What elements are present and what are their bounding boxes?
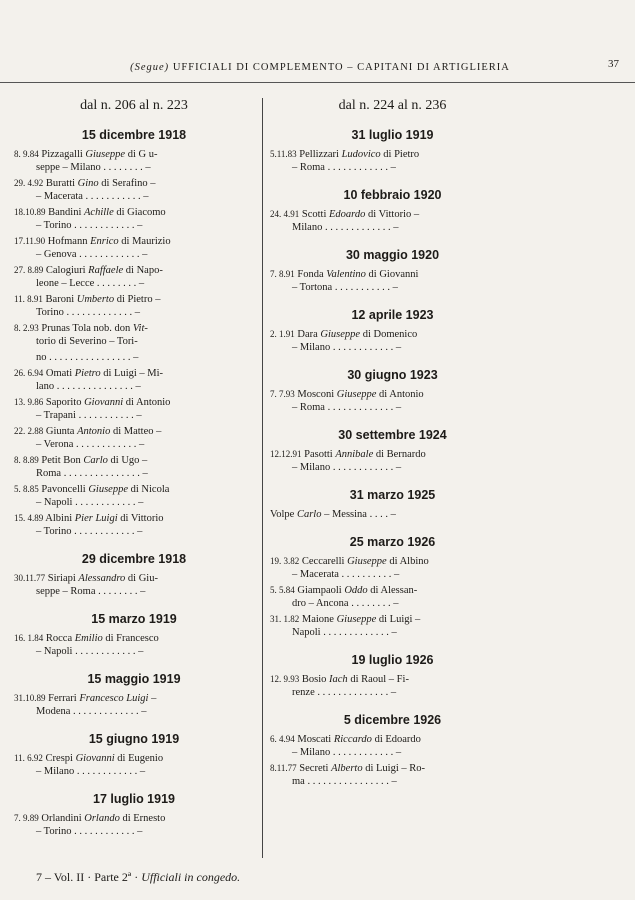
- entry-line-2: no . . . . . . . . . . . . . . . . –: [36, 352, 139, 363]
- entry-line-1: [14, 148, 254, 161]
- entry-given-name: Carlo: [83, 455, 108, 466]
- entry-surname: Pavoncelli: [41, 484, 86, 495]
- entry-code: 8. 8.89: [14, 455, 39, 465]
- officer-entry: [14, 396, 254, 422]
- entry-rest: di Giovanni: [368, 269, 419, 280]
- officer-entry: [14, 692, 254, 718]
- entry-given-name: Alberto: [331, 763, 363, 774]
- entry-line-2: – Torino . . . . . . . . . . . . –: [36, 526, 143, 537]
- date-heading: 30 giugno 1923: [347, 368, 438, 382]
- officer-entry: [270, 555, 515, 581]
- date-heading: 12 aprile 1923: [351, 308, 434, 322]
- entry-line-1: [14, 632, 254, 645]
- entry-surname: Fonda: [297, 269, 324, 280]
- entry-code: 5. 8.85: [14, 484, 39, 494]
- entry-surname: Ferrari: [48, 693, 77, 704]
- officer-entry: [14, 322, 254, 348]
- entry-line-1: [14, 752, 254, 765]
- column-divider: [262, 98, 263, 858]
- officer-entry: [14, 425, 254, 451]
- entry-given-name: Oddo: [344, 585, 368, 596]
- officer-entry: [14, 632, 254, 658]
- entry-given-name: Alessandro: [78, 573, 126, 584]
- entry-rest: –: [151, 693, 157, 704]
- officer-entry: [14, 235, 254, 261]
- date-heading: 19 luglio 1926: [351, 653, 434, 667]
- entry-line-1: [14, 264, 254, 277]
- officer-entry: [14, 293, 254, 319]
- entry-given-name: Pier Luigi: [74, 513, 118, 524]
- entry-rest: di Giacomo: [116, 207, 166, 218]
- entry-rest: di Edoardo: [374, 734, 421, 745]
- entry-line-2: – Napoli . . . . . . . . . . . . –: [36, 646, 144, 657]
- officer-entry: [14, 264, 254, 290]
- entry-given-name: Edoardo: [329, 209, 366, 220]
- entry-given-name: Vit-: [132, 323, 148, 334]
- date-heading: 25 marzo 1926: [349, 535, 436, 549]
- entry-line-1: [14, 367, 254, 380]
- entry-surname: Buratti: [45, 178, 76, 189]
- entry-line-1: [14, 425, 254, 438]
- entry-rest: di Albino: [389, 556, 429, 567]
- entry-line-2: – Macerata . . . . . . . . . . –: [292, 569, 400, 580]
- entry-surname: Siriapi: [47, 573, 76, 584]
- entry-code: 26. 6.94: [14, 368, 44, 378]
- officer-entry: [14, 351, 254, 364]
- entry-line-1: [270, 208, 515, 221]
- entry-line-2: ma . . . . . . . . . . . . . . . . –: [292, 776, 397, 787]
- entry-surname: Calogiuri: [45, 265, 86, 276]
- entry-line-2: leone – Lecce . . . . . . . . –: [36, 278, 145, 289]
- entry-rest: di Ugo –: [110, 455, 148, 466]
- entry-code: 8. 9.84: [14, 149, 39, 159]
- entry-given-name: Achille: [84, 207, 114, 218]
- left-groups: [14, 128, 254, 838]
- entry-given-name: Antonio: [77, 426, 111, 437]
- entry-surname: Mosconi: [297, 389, 335, 400]
- entry-given-name: Carlo: [296, 509, 322, 520]
- entry-rest: di Raoul – Fi-: [350, 674, 409, 685]
- entry-line-2: – Napoli . . . . . . . . . . . . –: [36, 497, 144, 508]
- officer-entry: [14, 572, 254, 598]
- right-column: [270, 98, 515, 791]
- right-groups: [270, 128, 515, 788]
- officer-entry: [14, 367, 254, 393]
- entry-line-2: – Trapani . . . . . . . . . . . –: [36, 410, 142, 421]
- entry-surname: Giampaoli: [297, 585, 342, 596]
- entry-given-name: Ludovico: [341, 149, 381, 160]
- entry-line-2: – Milano . . . . . . . . . . . . –: [292, 747, 402, 758]
- entry-rest: di Napo-: [125, 265, 163, 276]
- entry-code: 19. 3.82: [270, 556, 300, 566]
- entry-line-2: – Genova . . . . . . . . . . . . –: [36, 249, 148, 260]
- entry-rest: di Domenico: [362, 329, 418, 340]
- date-heading: 31 marzo 1925: [349, 488, 436, 502]
- entry-code: 30.11.77: [14, 573, 46, 583]
- entry-code: 31.10.89: [14, 693, 46, 703]
- date-heading: 15 giugno 1919: [88, 732, 180, 746]
- entry-line-1: [270, 733, 515, 746]
- entry-line-2: – Verona . . . . . . . . . . . . –: [36, 439, 145, 450]
- entry-line-1: [270, 448, 515, 461]
- entry-surname: Scotti: [301, 209, 327, 220]
- entry-line-2: – Torino . . . . . . . . . . . . –: [36, 826, 143, 837]
- entry-given-name: Francesco Luigi: [79, 693, 149, 704]
- entry-surname: Omati: [45, 368, 73, 379]
- entry-line-2: – Macerata . . . . . . . . . . . –: [36, 191, 149, 202]
- entry-surname: Prunas Tola nob. don: [41, 323, 131, 334]
- entry-line-1: [14, 483, 254, 496]
- entry-given-name: Giuseppe: [320, 329, 361, 340]
- entry-rest: di Pietro –: [116, 294, 161, 305]
- entry-surname: Pellizzari: [299, 149, 339, 160]
- entry-code: 13. 9.86: [14, 397, 44, 407]
- entry-given-name: Giuseppe: [85, 149, 126, 160]
- entry-surname: Secreti: [299, 763, 329, 774]
- entry-code: 2. 1.91: [270, 329, 295, 339]
- entry-rest: di Eugenio: [117, 753, 164, 764]
- entry-line-2: seppe – Milano . . . . . . . . –: [36, 162, 151, 173]
- entry-surname: Crespi: [45, 753, 73, 764]
- entry-line-1: [14, 322, 254, 335]
- entry-line-2: – Milano . . . . . . . . . . . . –: [36, 766, 146, 777]
- entry-line-1: [270, 328, 515, 341]
- officer-entry: [14, 454, 254, 480]
- entry-rest: di Matteo –: [112, 426, 162, 437]
- header-rule: [0, 82, 635, 83]
- date-heading: 15 maggio 1919: [87, 672, 181, 686]
- entry-line-1: [14, 812, 254, 825]
- officer-entry: [270, 148, 515, 174]
- entry-line-1: [14, 512, 254, 525]
- officer-entry: [14, 148, 254, 174]
- entry-line-2: seppe – Roma . . . . . . . . –: [36, 586, 146, 597]
- entry-surname: Petit Bon: [41, 455, 81, 466]
- entry-code: 8. 2.93: [14, 323, 39, 333]
- entry-line-2: Roma . . . . . . . . . . . . . . . –: [36, 468, 148, 479]
- officer-entry: [270, 613, 515, 639]
- officer-entry: [270, 733, 515, 759]
- entry-surname: Albini: [45, 513, 73, 524]
- footer-text: 7 – Vol. II · Parte 2ª ·: [36, 870, 139, 884]
- left-range: dal n. 206 al n. 223: [80, 98, 188, 113]
- officer-entry: [270, 388, 515, 414]
- left-column: [14, 98, 254, 841]
- entry-code: 27. 8.89: [14, 265, 44, 275]
- entry-line-1: [270, 555, 515, 568]
- entry-line-2: renze . . . . . . . . . . . . . . –: [292, 687, 397, 698]
- entry-given-name: Gino: [77, 178, 99, 189]
- entry-line-2: Napoli . . . . . . . . . . . . . –: [292, 627, 397, 638]
- entry-surname: Giunta: [45, 426, 75, 437]
- date-heading: 15 dicembre 1918: [81, 128, 187, 142]
- entry-line-2: – Milano . . . . . . . . . . . . –: [292, 462, 402, 473]
- entry-given-name: Pietro: [74, 368, 101, 379]
- entry-given-name: Riccardo: [333, 734, 372, 745]
- entry-given-name: Giuseppe: [336, 614, 377, 625]
- page-number: 37: [608, 58, 619, 70]
- officer-entry: [14, 752, 254, 778]
- entry-rest: – Messina . . . . –: [324, 509, 396, 520]
- entry-rest: di Maurizio: [121, 236, 171, 247]
- date-heading: 31 luglio 1919: [351, 128, 434, 142]
- entry-surname: Orlandini: [41, 813, 82, 824]
- date-heading: 29 dicembre 1918: [81, 552, 187, 566]
- header-title: UFFICIALI DI COMPLEMENTO – CAPITANI DI ARTIGLIERIA: [172, 62, 510, 73]
- entry-rest: di Nicola: [130, 484, 170, 495]
- entry-surname: Bandini: [48, 207, 82, 218]
- entry-surname: Pasotti: [304, 449, 333, 460]
- entry-rest: di Alessan-: [370, 585, 418, 596]
- entry-line-1: [270, 268, 515, 281]
- entry-line-1: [14, 396, 254, 409]
- entry-given-name: Umberto: [76, 294, 115, 305]
- officer-entry: [14, 812, 254, 838]
- page-header: [60, 62, 580, 73]
- entry-code: 31. 1.82: [270, 614, 300, 624]
- entry-rest: di Antonio: [379, 389, 424, 400]
- entry-surname: Hofmann: [47, 236, 88, 247]
- entry-given-name: Enrico: [90, 236, 119, 247]
- entry-surname: Volpe: [270, 509, 295, 520]
- entry-line-1: [270, 613, 515, 626]
- entry-surname: Saporito: [45, 397, 82, 408]
- entry-surname: Pizzagalli: [41, 149, 83, 160]
- entry-line-1: [14, 177, 254, 190]
- entry-line-2: – Milano . . . . . . . . . . . . –: [292, 342, 402, 353]
- date-heading: 30 maggio 1920: [345, 248, 440, 262]
- officer-entry: [270, 584, 515, 610]
- entry-code: 12. 9.93: [270, 674, 300, 684]
- entry-line-1: [270, 673, 515, 686]
- entry-code: 6. 4.94: [270, 734, 295, 744]
- entry-given-name: Annibale: [335, 449, 374, 460]
- entry-rest: di Luigi –: [378, 614, 421, 625]
- entry-line-1: [14, 572, 254, 585]
- officer-entry: [14, 206, 254, 232]
- officer-entry: [270, 673, 515, 699]
- entry-line-2: Torino . . . . . . . . . . . . . –: [36, 307, 140, 318]
- entry-line-2: – Roma . . . . . . . . . . . . . –: [292, 402, 402, 413]
- entry-line-1: [14, 206, 254, 219]
- entry-rest: di Bernardo: [375, 449, 426, 460]
- officer-entry: [270, 508, 515, 521]
- entry-code: 11. 6.92: [14, 753, 43, 763]
- entry-given-name: Giuseppe: [336, 389, 377, 400]
- date-heading: 30 settembre 1924: [338, 428, 447, 442]
- entry-rest: di G u-: [127, 149, 158, 160]
- right-range: dal n. 224 al n. 236: [338, 98, 447, 113]
- entry-rest: di Vittorio –: [368, 209, 420, 220]
- entry-surname: Bosio: [301, 674, 327, 685]
- entry-given-name: Giuseppe: [347, 556, 387, 567]
- entry-surname: Rocca: [45, 633, 73, 644]
- header-segue: (Segue): [130, 62, 170, 73]
- entry-line-1: [14, 293, 254, 306]
- entry-code: 5.11.83: [270, 149, 297, 159]
- entry-given-name: Orlando: [84, 813, 120, 824]
- entry-line-1: [14, 235, 254, 248]
- entry-line-1: [270, 508, 515, 521]
- entry-code: 15. 4.89: [14, 513, 44, 523]
- date-heading: 5 dicembre 1926: [343, 713, 442, 727]
- entry-given-name: Raffaele: [88, 265, 124, 276]
- entry-surname: Maione: [301, 614, 334, 625]
- entry-code: 18.10.89: [14, 207, 46, 217]
- entry-rest: di Antonio: [125, 397, 171, 408]
- entry-line-2: Milano . . . . . . . . . . . . . –: [292, 222, 399, 233]
- entry-surname: Ceccarelli: [301, 556, 345, 567]
- entry-code: 7. 8.91: [270, 269, 295, 279]
- entry-rest: di Serafino –: [101, 178, 156, 189]
- entry-code: 8.11.77: [270, 763, 297, 773]
- entry-given-name: Giovanni: [75, 753, 115, 764]
- entry-rest: di Luigi – Ro-: [365, 763, 425, 774]
- entry-surname: Dara: [297, 329, 318, 340]
- entry-line-1: [14, 692, 254, 705]
- entry-code: 7. 7.93: [270, 389, 295, 399]
- officer-entry: [14, 512, 254, 538]
- entry-rest: di Giu-: [127, 573, 158, 584]
- entry-line-2: – Torino . . . . . . . . . . . . –: [36, 220, 143, 231]
- footer-italic: Ufficiali in congedo.: [141, 870, 241, 884]
- entry-code: 7. 9.89: [14, 813, 39, 823]
- entry-code: 12.12.91: [270, 449, 302, 459]
- entry-given-name: Valentino: [326, 269, 366, 280]
- entry-line-2: – Tortona . . . . . . . . . . . –: [292, 282, 398, 293]
- officer-entry: [270, 268, 515, 294]
- officer-entry: [270, 328, 515, 354]
- entry-line-1: [270, 388, 515, 401]
- entry-rest: di Vittorio: [120, 513, 164, 524]
- entry-line-1: [270, 584, 515, 597]
- entry-surname: Moscati: [297, 734, 332, 745]
- entry-rest: di Pietro: [383, 149, 420, 160]
- entry-rest: di Ernesto: [122, 813, 166, 824]
- entry-line-1: [270, 148, 515, 161]
- entry-code: 5. 5.84: [270, 585, 295, 595]
- entry-given-name: Iach: [329, 674, 348, 685]
- officer-entry: [270, 762, 515, 788]
- date-heading: 15 marzo 1919: [91, 612, 177, 626]
- entry-line-2: torio di Severino – Tori-: [36, 336, 138, 347]
- entry-rest: di Luigi – Mi-: [103, 368, 164, 379]
- officer-entry: [270, 208, 515, 234]
- date-heading: 17 luglio 1919: [93, 792, 175, 806]
- entry-line-2: lano . . . . . . . . . . . . . . . –: [36, 381, 141, 392]
- page-footer: [36, 870, 240, 885]
- entry-line-2: Modena . . . . . . . . . . . . . –: [36, 706, 147, 717]
- officer-entry: [270, 448, 515, 474]
- entry-line-2: – Roma . . . . . . . . . . . . –: [292, 162, 396, 173]
- entry-code: 17.11.90: [14, 236, 46, 246]
- entry-code: 24. 4.91: [270, 209, 300, 219]
- entry-surname: Baroni: [45, 294, 75, 305]
- entry-code: 16. 1.84: [14, 633, 44, 643]
- entry-code: 29. 4.92: [14, 178, 44, 188]
- entry-rest: di Francesco: [105, 633, 159, 644]
- entry-code: 11. 8.91: [14, 294, 43, 304]
- entry-line-2: dro – Ancona . . . . . . . . –: [292, 598, 399, 609]
- entry-given-name: Giovanni: [84, 397, 124, 408]
- officer-entry: [14, 177, 254, 203]
- entry-line-1: [14, 454, 254, 467]
- entry-given-name: Emilio: [74, 633, 103, 644]
- entry-given-name: Giuseppe: [88, 484, 128, 495]
- entry-code: 22. 2.88: [14, 426, 44, 436]
- officer-entry: [14, 483, 254, 509]
- entry-line-1: [270, 762, 515, 775]
- date-heading: 10 febbraio 1920: [343, 188, 442, 202]
